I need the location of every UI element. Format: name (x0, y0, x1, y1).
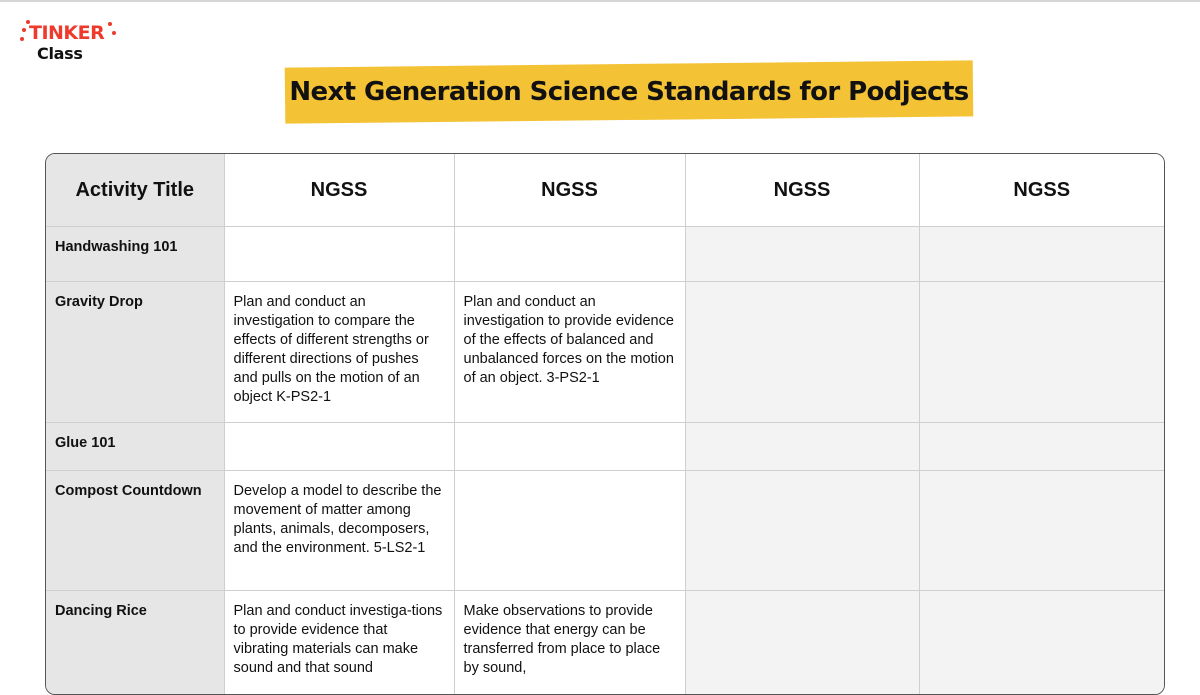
logo-spark-icon (22, 28, 26, 32)
table-row (46, 591, 1164, 695)
ngss-cell (685, 423, 919, 471)
ngss-cell (919, 423, 1164, 471)
ngss-cell: Plan and conduct an investigation to compare the effects of different strengths or different directions of pushes and pulls on the motion of an object K-PS2-1 (224, 282, 454, 423)
header-ngss: NGSS (454, 154, 685, 227)
ngss-cell (454, 471, 685, 591)
logo-text-tinker: TINKER (29, 22, 104, 44)
header-ngss: NGSS (224, 154, 454, 227)
logo-text-class: Class (37, 44, 83, 63)
ngss-cell (454, 423, 685, 471)
ngss-cell: Make observations to provide evidence that energy can be transferred from place to place by sound, (454, 591, 685, 695)
activity-title-cell: Handwashing 101 (46, 227, 224, 282)
header-activity-title: Activity Title (46, 154, 224, 227)
logo-spark-icon (20, 37, 24, 41)
activity-title-cell: Glue 101 (46, 423, 224, 471)
logo-spark-icon (108, 22, 112, 26)
top-border (0, 0, 1200, 2)
table-row (46, 282, 1164, 423)
logo-spark-icon (112, 31, 116, 35)
header-ngss: NGSS (919, 154, 1164, 227)
activity-title-cell: Gravity Drop (46, 282, 224, 423)
ngss-cell (919, 227, 1164, 282)
activity-title-cell: Dancing Rice (46, 591, 224, 695)
page-title: Next Generation Science Standards for Podjects (285, 64, 973, 120)
table-row (46, 227, 1164, 282)
table-row (46, 471, 1164, 591)
ngss-cell: Plan and conduct an investigation to provide evidence of the effects of balanced and unbalanced forces on the motion of an object. 3-PS2-1 (454, 282, 685, 423)
ngss-cell (685, 471, 919, 591)
ngss-cell (919, 591, 1164, 695)
ngss-cell (685, 227, 919, 282)
ngss-cell (685, 282, 919, 423)
ngss-cell (224, 423, 454, 471)
standards-table (45, 153, 1165, 695)
activity-title-cell: Compost Countdown (46, 471, 224, 591)
ngss-cell: Develop a model to describe the movement of matter among plants, animals, decomposers, and the environment. 5-LS2-1 (224, 471, 454, 591)
header-ngss: NGSS (685, 154, 919, 227)
ngss-cell (685, 591, 919, 695)
ngss-cell (224, 227, 454, 282)
table-row (46, 423, 1164, 471)
ngss-cell (919, 471, 1164, 591)
ngss-cell: Plan and conduct investiga-tions to provide evidence that vibrating materials can make sound and that sound (224, 591, 454, 695)
table-header-row (46, 154, 1164, 227)
ngss-cell (454, 227, 685, 282)
ngss-cell (919, 282, 1164, 423)
tinker-class-logo (18, 16, 118, 68)
